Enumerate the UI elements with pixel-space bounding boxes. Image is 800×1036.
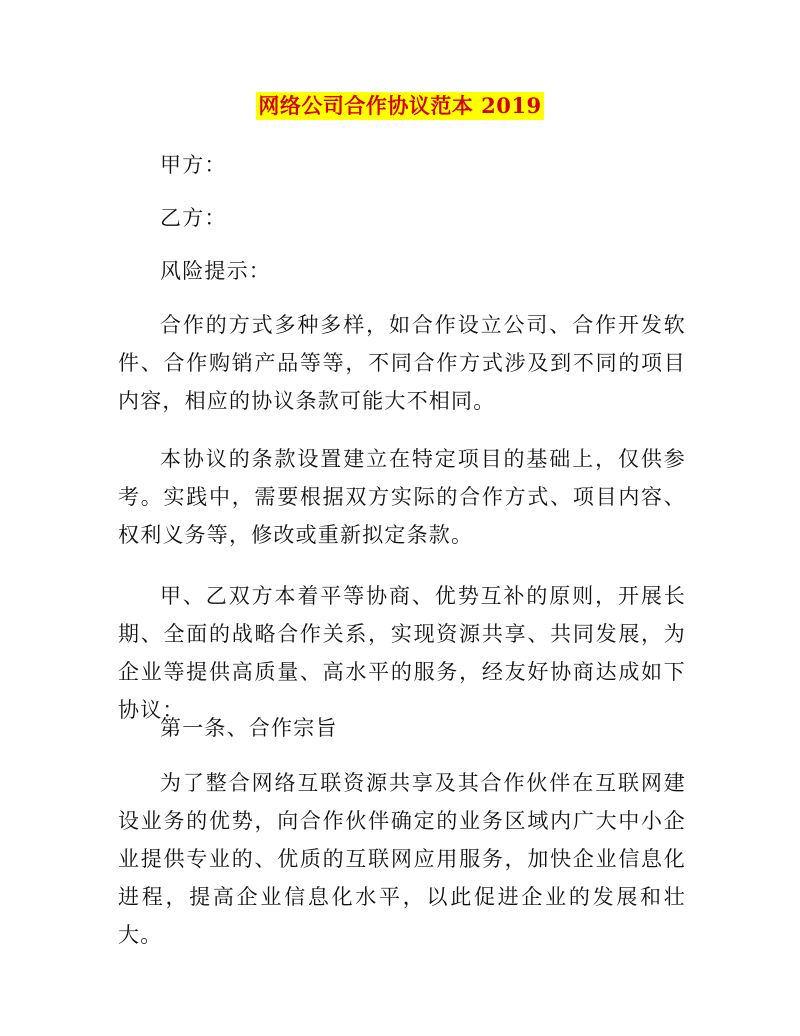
party-a-label: 甲方：: [160, 153, 227, 177]
document-title: 网络公司合作协议范本 2019: [258, 93, 542, 118]
risk-paragraph-2: 本协议的条款设置建立在特定项目的基础上，仅供参考。实践中，需要根据双方实际的合作方式、项目内容、权利义务等，修改或重新拟定条款。: [118, 447, 686, 547]
party-b-label: 乙方：: [160, 206, 227, 230]
article-1-heading: 第一条、合作宗旨: [160, 716, 338, 740]
article-1-text: 为了整合网络互联资源共享及其合作伙伴在互联网建设业务的优势，向合作伙伴确定的业务区域内广大中小企业提供专业的、优质的互联网应用服务，加快企业信息化进程，提高企业信息化水平，以此促进企业的发展和壮大。: [118, 771, 686, 947]
risk-heading: 风险提示：: [160, 259, 271, 283]
title-container: [0, 92, 800, 120]
risk-paragraph-1: 合作的方式多种多样，如合作设立公司、合作开发软件、合作购销产品等等，不同合作方式涉及到不同的项目内容，相应的协议条款可能大不相同。: [118, 313, 686, 413]
agreement-preamble: 甲、乙双方本着平等协商、优势互补的原则，开展长期、全面的战略合作关系，实现资源共享、共同发展，为企业等提供高质量、高水平的服务，经友好协商达成如下协议：: [118, 584, 686, 722]
